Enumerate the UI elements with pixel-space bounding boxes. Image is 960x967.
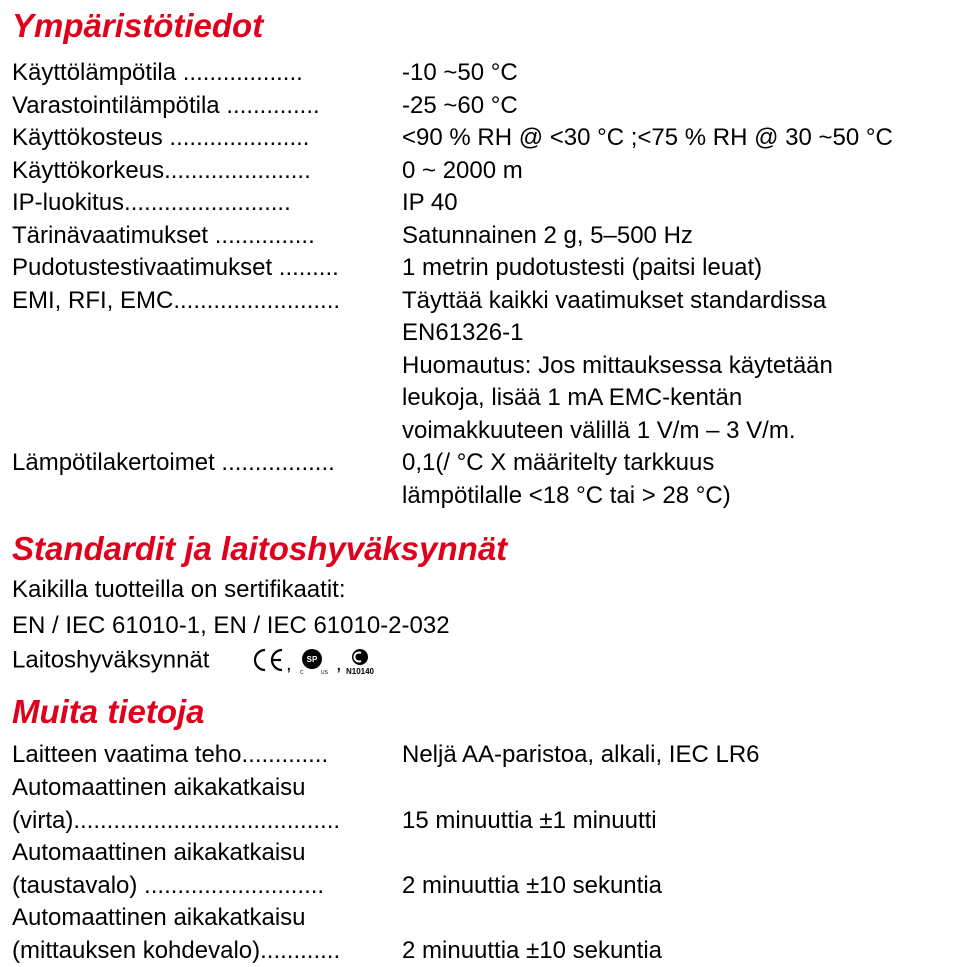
spec-label: Pudotustestivaatimukset ......... (12, 254, 339, 281)
csa-right-text: US (321, 670, 329, 676)
spec-value: EN61326-1 (402, 319, 524, 346)
spec-value: <90 % RH @ <30 °C ;<75 % RH @ 30 ~50 °C (402, 124, 893, 151)
spec-value: 15 minuuttia ±1 minuutti (402, 807, 657, 834)
section-title-standards: Standardit ja laitoshyväksynnät (12, 530, 508, 567)
spec-value: 0,1(/ °C X määritelty tarkkuus (402, 449, 715, 476)
spec-label: Varastointilämpötila .............. (12, 92, 320, 119)
csa-left-text: C (300, 670, 304, 676)
c-tick-code: N10140 (346, 667, 375, 676)
spec-value: -10 ~50 °C (402, 59, 518, 86)
spec-value: Huomautus: Jos mittauksessa käytetään (402, 352, 833, 379)
spec-value: 2 minuuttia ±10 sekuntia (402, 872, 662, 899)
spec-value: IP 40 (402, 189, 458, 216)
spec-value: 0 ~ 2000 m (402, 157, 523, 184)
spec-label: Automaattinen aikakatkaisu (12, 774, 306, 801)
body-text: Kaikilla tuotteilla on sertifikaatit: (12, 576, 346, 603)
spec-label: (taustavalo) ........................... (12, 872, 325, 899)
ce-mark-icon (255, 650, 282, 670)
spec-value: leukoja, lisää 1 mA EMC-kentän (402, 384, 743, 411)
spec-label: (virta)........................................ (12, 807, 341, 834)
csa-mark-icon (300, 649, 329, 676)
spec-label: Käyttölämpötila .................. (12, 59, 303, 86)
spec-value: 2 minuuttia ±10 sekuntia (402, 937, 662, 964)
c-tick-mark-icon (346, 649, 375, 676)
spec-label: (mittauksen kohdevalo)............ (12, 937, 341, 964)
approvals-line (12, 646, 390, 676)
section-title-environment: Ympäristötiedot (12, 7, 264, 44)
spec-label: Lämpötilakertoimet ................. (12, 449, 335, 476)
spec-label: Tärinävaatimukset ............... (12, 222, 315, 249)
spec-value: 1 metrin pudotustesti (paitsi leuat) (402, 254, 763, 281)
approvals-label: Laitoshyväksynnät (12, 646, 210, 674)
spec-value: Täyttää kaikki vaatimukset standardissa (402, 287, 827, 314)
section-title-other-info: Muita tietoja (12, 693, 205, 730)
spec-value: -25 ~60 °C (402, 92, 518, 119)
spec-value: Neljä AA-paristoa, alkali, IEC LR6 (402, 741, 760, 768)
spec-label: Käyttökosteus ..................... (12, 124, 310, 151)
spec-value: Satunnainen 2 g, 5–500 Hz (402, 222, 693, 249)
body-text: EN / IEC 61010-1, EN / IEC 61010-2-032 (12, 612, 450, 639)
spec-label: EMI, RFI, EMC......................... (12, 287, 341, 314)
certification-marks (250, 646, 390, 676)
spec-label: Käyttökorkeus...................... (12, 157, 311, 184)
spec-label: Automaattinen aikakatkaisu (12, 904, 306, 931)
spec-label: Laitteen vaatima teho............. (12, 741, 329, 768)
comma-separator: , (336, 653, 342, 675)
spec-value: voimakkuuteen välillä 1 V/m – 3 V/m. (402, 417, 796, 444)
comma-separator: , (286, 653, 292, 675)
spec-label: IP-luokitus......................... (12, 189, 291, 216)
spec-value: lämpötilalle <18 °C tai > 28 °C) (402, 482, 731, 509)
svg-text:SP: SP (306, 655, 318, 664)
spec-label: Automaattinen aikakatkaisu (12, 839, 306, 866)
